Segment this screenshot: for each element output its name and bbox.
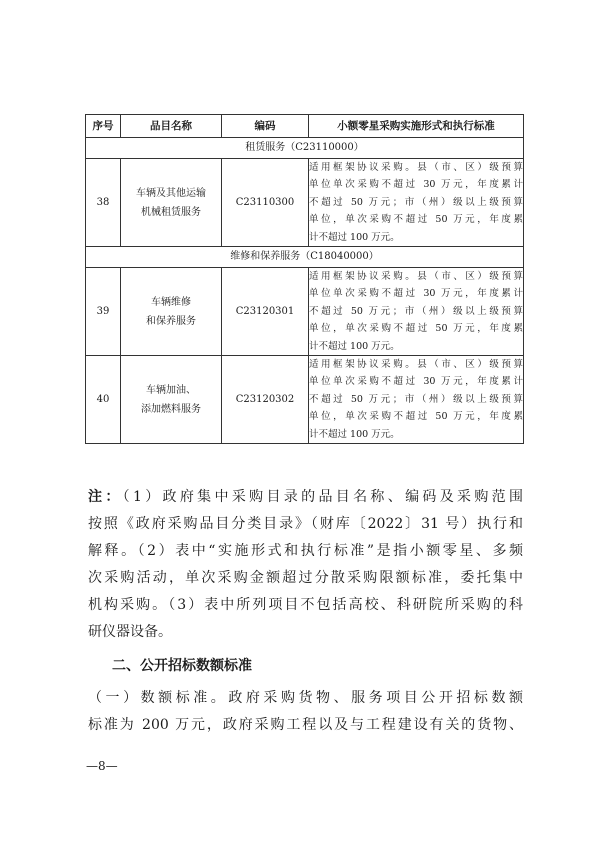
item-name-line: 车辆及其他运输 xyxy=(136,187,206,199)
row-standard xyxy=(309,159,524,247)
row-standard xyxy=(309,356,524,444)
standard-line: 计不超过 100 万元。 xyxy=(309,428,400,440)
note-label: 注： xyxy=(88,489,123,505)
header-no: 序号 xyxy=(86,115,121,138)
paragraph-line: 标准为 200 万元，政府采购工程以及与工程建设有关的货物、 xyxy=(88,717,523,733)
row-item-name xyxy=(121,356,222,444)
row-no: 40 xyxy=(86,356,121,444)
note-line: 解释。（2）表中“实施形式和执行标准”是指小额零星、多频 xyxy=(88,543,523,559)
header-code: 编码 xyxy=(222,115,309,138)
header-standard: 小额零星采购实施形式和执行标准 xyxy=(309,115,524,138)
standard-line: 不超过 50 万元；市（州）级以上级预算 xyxy=(309,196,523,208)
table-row xyxy=(86,356,524,444)
standard-line: 单位，单次采购不超过 50 万元，年度累 xyxy=(309,323,523,335)
table-row xyxy=(86,159,524,247)
standard-line: 适用框架协议采购。县（市、区）级预算 xyxy=(309,162,523,173)
item-name-line: 和保养服务 xyxy=(146,315,196,327)
item-name-line: 添加燃料服务 xyxy=(141,403,201,415)
standard-line: 计不超过 100 万元。 xyxy=(309,340,400,352)
category-row xyxy=(86,247,524,268)
procurement-catalog-table xyxy=(85,114,524,444)
standard-line: 不超过 50 万元；市（州）级以上级预算 xyxy=(309,393,523,405)
item-name-line: 机械租赁服务 xyxy=(141,206,201,218)
item-name-line: 车辆加油、 xyxy=(146,384,196,396)
row-standard xyxy=(309,268,524,356)
header-item-name: 品目名称 xyxy=(121,115,222,138)
standard-line: 单位单次采购不超过 30 万元，年度累计 xyxy=(309,179,523,191)
standard-line: 不超过 50 万元；市（州）级以上级预算 xyxy=(309,305,523,317)
row-code: C23120301 xyxy=(222,268,309,356)
standard-line: 适用框架协议采购。县（市、区）级预算 xyxy=(309,359,523,371)
note-line: 按照《政府采购品目分类目录》（财库〔2022〕31 号）执行和 xyxy=(88,516,523,532)
standard-line: 计不超过 100 万元。 xyxy=(309,231,400,243)
section-heading: 二、公开招标数额标准 xyxy=(112,658,252,674)
standard-line: 单位，单次采购不超过 50 万元，年度累 xyxy=(309,214,523,226)
standard-line: 单位，单次采购不超过 50 万元，年度累 xyxy=(309,411,523,423)
category-label: 租赁服务（C23110000） xyxy=(86,138,524,159)
item-name-line: 车辆维修 xyxy=(151,296,191,308)
category-row xyxy=(86,138,524,159)
row-no: 39 xyxy=(86,268,121,356)
category-label: 维修和保养服务（C18040000） xyxy=(86,247,524,268)
table-row xyxy=(86,268,524,356)
standard-line: 适用框架协议采购。县（市、区）级预算 xyxy=(309,271,523,283)
note-line: 研仪器设备。 xyxy=(88,624,172,640)
note-line: 机构采购。（3）表中所列项目不包括高校、科研院所采购的科 xyxy=(88,597,523,613)
table-notes xyxy=(88,484,523,646)
row-no: 38 xyxy=(86,159,121,247)
note-text: （1）政府集中采购目录的品目名称、编码及采购范围 xyxy=(122,489,524,505)
standard-line: 单位单次采购不超过 30 万元，年度累计 xyxy=(309,376,523,388)
page-number: —8— xyxy=(86,759,118,773)
section-paragraph xyxy=(88,685,523,739)
standard-line: 单位单次采购不超过 30 万元，年度累计 xyxy=(309,288,523,300)
row-code: C23110300 xyxy=(222,159,309,247)
note-line: 次采购活动，单次采购金额超过分散采购限额标准，委托集中 xyxy=(88,570,523,586)
paragraph-line: （一）数额标准。政府采购货物、服务项目公开招标数额 xyxy=(88,690,523,706)
note-line xyxy=(88,484,523,511)
table-header-row xyxy=(86,115,524,138)
row-item-name xyxy=(121,159,222,247)
row-code: C23120302 xyxy=(222,356,309,444)
row-item-name xyxy=(121,268,222,356)
